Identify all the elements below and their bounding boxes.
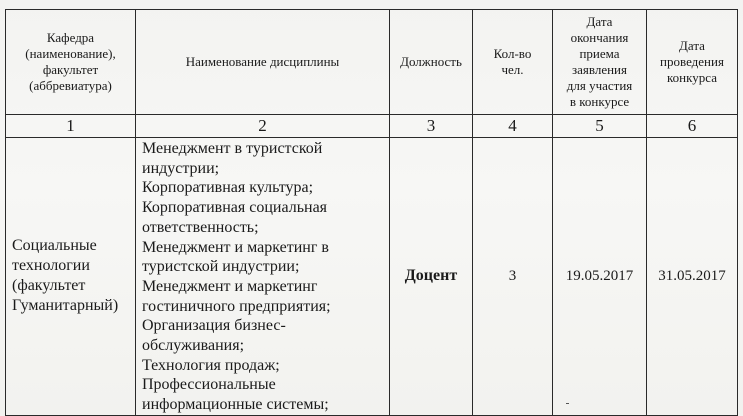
count-cell: 3 bbox=[473, 138, 553, 416]
discipline-line: Профессиональные bbox=[142, 376, 276, 394]
column-number: 4 bbox=[473, 115, 553, 138]
discipline-line: Корпоративная социальная bbox=[142, 199, 328, 217]
column-number: 3 bbox=[390, 115, 473, 138]
discipline-line: информационные системы; bbox=[142, 396, 329, 414]
header-discipline: Наименование дисциплины bbox=[136, 10, 390, 115]
discipline-line: ответственность; bbox=[142, 218, 259, 236]
column-number: 6 bbox=[647, 115, 738, 138]
discipline-line: туристской индустрии; bbox=[142, 258, 300, 276]
header-application-deadline: Дата окончания приема заявления для участия в конкурсе bbox=[553, 10, 647, 115]
disciplines-cell bbox=[136, 138, 390, 416]
discipline-line: Менеджмент и маркетинг bbox=[142, 277, 318, 295]
discipline-line: гостиничного предприятия; bbox=[142, 297, 331, 315]
discipline-line: Технология продаж; bbox=[142, 356, 280, 374]
discipline-line: обслуживания; bbox=[142, 337, 245, 355]
discipline-line: Организация бизнес- bbox=[142, 317, 286, 335]
column-number: 5 bbox=[553, 115, 647, 138]
column-number-row bbox=[6, 115, 738, 138]
vacancy-table bbox=[5, 9, 738, 416]
header-competition-date: Дата проведения конкурса bbox=[647, 10, 738, 115]
header-department: Кафедра (наименование), факультет (аббревиатура) bbox=[6, 10, 136, 115]
application-deadline-cell: 19.05.2017 bbox=[553, 138, 647, 416]
scan-speck bbox=[566, 403, 569, 404]
competition-date-cell: 31.05.2017 bbox=[647, 138, 738, 416]
discipline-line: Менеджмент и маркетинг в bbox=[142, 238, 329, 256]
table-row bbox=[6, 138, 738, 416]
header-row bbox=[6, 10, 738, 115]
discipline-line: индустрии; bbox=[142, 159, 220, 177]
header-position: Должность bbox=[390, 10, 473, 115]
column-number: 1 bbox=[6, 115, 136, 138]
column-number: 2 bbox=[136, 115, 390, 138]
discipline-line: Менеджмент в туристской bbox=[142, 140, 323, 157]
department-cell: Социальные технологии (факультет Гуманитарный) bbox=[6, 138, 136, 416]
discipline-line: Корпоративная культура; bbox=[142, 179, 314, 197]
header-count: Кол-во чел. bbox=[473, 10, 553, 115]
position-cell: Доцент bbox=[390, 138, 473, 416]
